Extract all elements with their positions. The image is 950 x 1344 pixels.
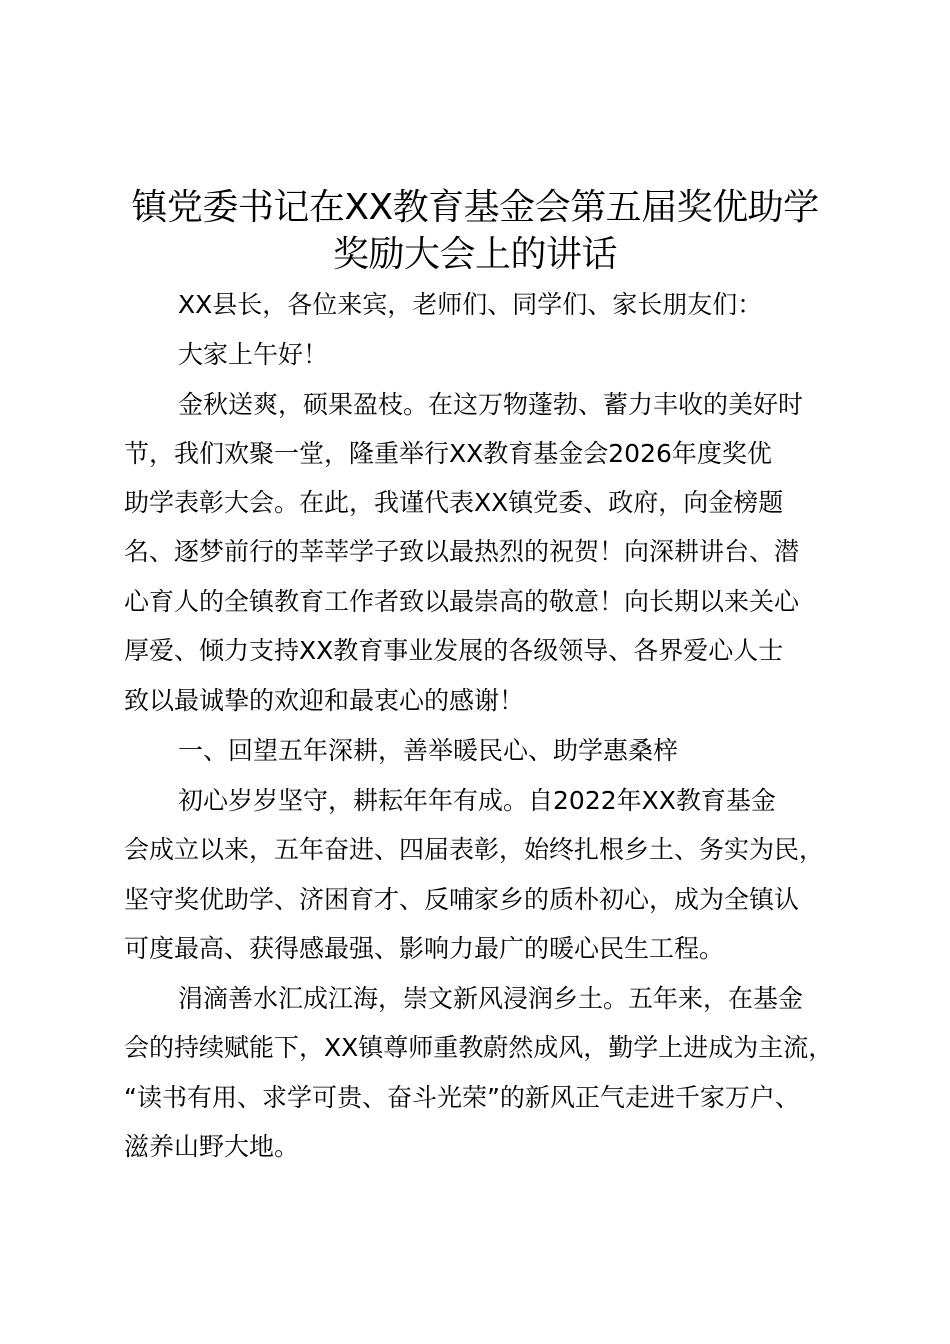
paragraph-line: 可度最高、获得感最强、影响力最广的暖心民生工程。 [124,934,725,963]
paragraph-line: 会成立以来，五年奋进、四届表彰，始终扎根乡土、务实为民， [124,835,825,864]
paragraph-line: 初心岁岁坚守，耕耘年年有成。自2022年XX教育基金 [178,786,776,815]
salutation: XX县长，各位来宾，老师们、同学们、家长朋友们： [178,290,763,319]
paragraph-line: 涓滴善水汇成江海，崇文新风浸润乡土。五年来，在基金 [178,984,804,1013]
paragraph-line: 会的持续赋能下，XX镇尊师重教蔚然成风，勤学上进成为主流， [124,1033,834,1062]
paragraph-line: 节，我们欢聚一堂，隆重举行XX教育基金会2026年度奖优 [124,439,772,468]
paragraph-line: 致以最诚挚的欢迎和最衷心的感谢！ [124,686,525,715]
greeting: 大家上午好！ [178,340,329,369]
paragraph-line: 厚爱、倾力支持XX教育事业发展的各级领导、各界爱心人士 [124,636,784,665]
section-heading: 一、回望五年深耕，善举暖民心、助学惠桑梓 [178,736,679,765]
paragraph-line: 心育人的全镇教育工作者致以最崇高的敬意！向长期以来关心 [124,587,800,616]
document-title-line-1: 镇党委书记在XX教育基金会第五届奖优助学 [131,187,819,228]
paragraph-line: 坚守奖优助学、济困育才、反哺家乡的质朴初心，成为全镇认 [124,885,800,914]
paragraph-line: 名、逐梦前行的莘莘学子致以最热烈的祝贺！向深耕讲台、潜 [124,537,800,566]
document-title-line-2: 奖励大会上的讲话 [332,234,617,275]
paragraph-line: 滋养山野大地。 [124,1132,300,1161]
paragraph-line: 助学表彰大会。在此，我谨代表XX镇党委、政府，向金榜题 [124,488,784,517]
paragraph-line: 金秋送爽，硕果盈枝。在这万物蓬勃、蓄力丰收的美好时 [178,390,804,419]
paragraph-line: “读书有用、求学可贵、奋斗光荣”的新风正气走进千家万户、 [124,1083,800,1112]
